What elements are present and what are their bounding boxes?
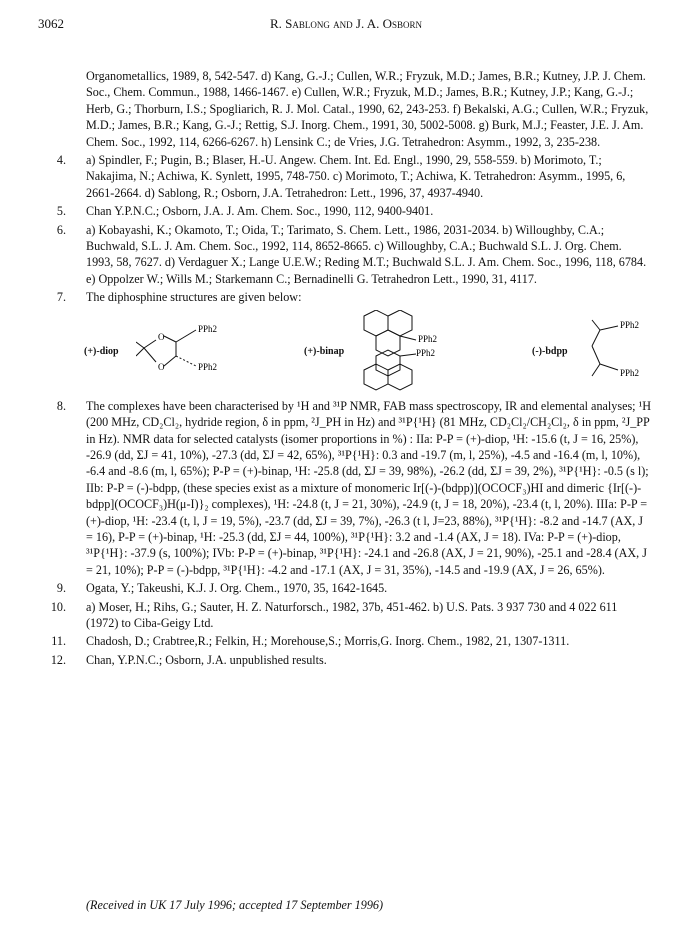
reference-9: 9. Ogata, Y.; Takeushi, K.J. J. Org. Chem., 1970, 35, 1642-1645. [56,581,388,596]
diop-structure [136,318,236,388]
running-header [38,16,654,36]
diphosphine-structures [86,310,652,392]
diop-label: (+)-diop [84,345,119,357]
running-authors: R. Sablong and J. A. Osborn [269,16,423,31]
svg-text:O: O [158,361,165,372]
reference-list [50,68,652,670]
reference-7: 7. The diphosphine structures are given below: [56,290,302,305]
svg-text:O: O [158,331,165,342]
reference-3-continued: Organometallics, 1989, 8, 542-547. d) Kang, G.-J.; Cullen, W.R.; Fryzuk, M.D.; James, B.R.; Kutney, J.P. J. Chem. Soc., Chem. Commun., 1988, 1466-1467. e) Cullen, W.R.; Fryzuk, M.D.; James, B.R.; Kutney, J.P.; Kang, G.-J.; Herb, G.; Thorburn, I.S.; Spogliarich, R. J. Mol. Catal., 1990, 62, 243-253. f) Bekalski, A.G.; Cullen, W.R.; Fryzuk, M.D.; James, B.R.; Kang, G.-J.; Rettig, S.J. Inorg. Chem., 1991, 30, 5002-5008. g) Burk, M.J.; Feaster, J.E. J. Am. Chem. Soc., 1992, 114, 6266-6267. h) Lensink C.; de Vries, J.G. Tetrahedron: Asymm., 1992, 3, 235-238. [86,69,649,149]
bdpp-label: (-)-bdpp [532,345,568,357]
reference-8: 8. The complexes have been characterised by ¹H and ³¹P NMR, FAB mass spectroscopy, IR and elemental analyses; ¹H (200 MHz, CD₂Cl₂, hydride region, δ in ppm, ²J_PH in Hz) and ³¹P{¹H} (81 MHz, CD₂Cl₂/CH₂Cl₂, δ in ppm, ²J_PP in Hz). NMR data for selected catalysts (isomer proportions in %) : IIa: P-P = (+)-diop, ¹H: -15.6 (t, J = 16, 25%), -26.9 (dd, ΣJ = 41, 10%), -27.3 (dd, ΣJ = 42, 65%), ³¹P{¹H}: 0.3 and -19.7 (m, l, 25%), -4.5 and -16.4 (m, l, 10%), -6.4 and -8.6 (m, l, 65%); P-P = (+)-binap, ¹H: -25.8 (dd, ΣJ = 39, 98%), -26.2 (dd, ΣJ = 39, 2%), ³¹P{¹H}: -0.5 (s l); IIb: P-P = (-)-bdpp, (these species exist as a mixture of monomeric Ir[(-)-(bdpp)](OCOCF₃)HI and dimeric {Ir[(-)-bdpp](OCOCF₃)H(μ-I)}₂ complexes), ¹H: -24.8 (t, J = 21, 30%), -24.9 (t, J = 18, 20%), -23.4 (t, l, 20%). IIIa: P-P = (+)-diop, ¹H: -23.4 (t, l, J = 19, 5%), -23.7 (dd, ΣJ = 39, 7%), -26.3 (t l, J=23, 88%), ³¹P{¹H}: -8.2 and -14.7 (AX, J = 16), P-P = (+)-binap, ¹H: -25.3 (dd, ΣJ = 44, 100%), ³¹P{¹H}: 3.2 and -1.4 (AX, J = 18). IVa: P-P = (+)-diop, ³¹P{¹H}: -37.9 (s, 100%); IVb: P-P = (+)-binap, ³¹P{¹H}: -24.1 and -26.8 (AX, J = 21, 90%), -25.1 and -28.4 (AX, J = 21, 10%); P-P = (-)-bdpp, ³¹P{¹H}: -4.2 and -17.1 (AX, J = 31, 35%), -14.5 and -19.9 (AX, J = 26, 65%). [56,398,652,577]
svg-text:PPh2: PPh2 [620,319,640,330]
received-note: (Received in UK 17 July 1996; accepted 17 September 1996) [86,898,384,912]
page-number: 3062 [38,16,64,31]
binap-structure [354,310,474,392]
reference-4: 4. a) Spindler, F.; Pugin, B.; Blaser, H.-U. Angew. Chem. Int. Ed. Engl., 1990, 29, 558-559. b) Morimoto, T.; Nakajima, N.; Achiwa, K. Synlett, 1995, 748-750. c) Morimoto, T.; Achiwa, K. Tetrahedron: Asymm., 1995, 6, 2661-2664. d) Sablong, R.; Osborn, J.A. Tetrahedron: Lett., 1996, 37, 4937-4940. [56,153,626,200]
bdpp-structure [578,314,658,390]
reference-6: 6. a) Kobayashi, K.; Okamoto, T.; Oida, T.; Tarimato, S. Chem. Lett., 1986, 2031-2034. b) Willoughby, C.A.; Buchwald, S.L. J. Am. Chem. Soc., 1992, 114, 8652-8665. c) Willoughby, C.A.; Buchwald S.L. J. Org. Chem. 1993, 58, 7627. d) Verdaguer X.; Lange U.E.W.; Reding M.T.; Buchwald S.L. J. Am. Chem. Soc., 1996, 118, 6784. e) Oppolzer W.; Wills M.; Starkemann C.; Bernadinelli G. Tetrahedron Lett., 1990, 31, 4117. [56,222,647,286]
svg-text:PPh2: PPh2 [416,347,436,358]
binap-label: (+)-binap [304,345,345,357]
svg-text:PPh2: PPh2 [198,323,218,334]
svg-text:PPh2: PPh2 [418,333,438,344]
reference-11: 11. Chadosh, D.; Crabtree,R.; Felkin, H.; Morehouse,S.; Morris,G. Inorg. Chem., 1982, 21, 1307-1311. [51,634,570,649]
svg-text:PPh2: PPh2 [620,367,640,378]
reference-10: 10. a) Moser, H.; Rihs, G.; Sauter, H. Z. Naturforsch., 1982, 37b, 451-462. b) U.S. Pats. 3 937 730 and 4 022 611 (1972) to Ciba-Geigy Ltd. [50,599,618,630]
svg-text:PPh2: PPh2 [198,361,218,372]
reference-12: 12. Chan, Y.P.N.C.; Osborn, J.A. unpublished results. [50,652,327,667]
reference-5: 5. Chan Y.P.N.C.; Osborn, J.A. J. Am. Chem. Soc., 1990, 112, 9400-9401. [56,204,434,219]
